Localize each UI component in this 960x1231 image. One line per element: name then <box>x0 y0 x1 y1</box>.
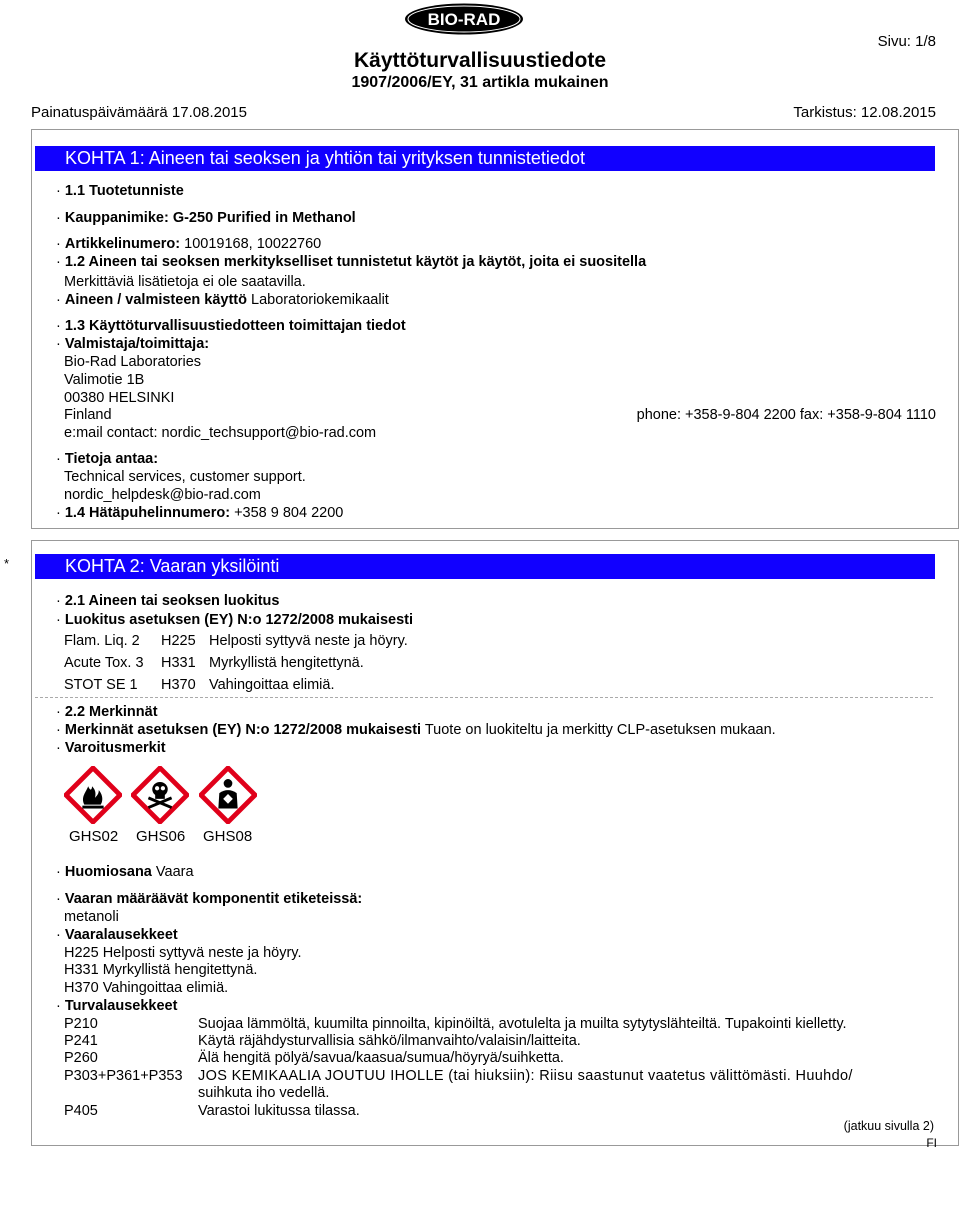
components-label: · Vaaran määräävät komponentit etiketeissä: <box>56 891 363 907</box>
s12-heading: · 1.2 Aineen tai seoksen merkitykselliset tunnistetut käytöt ja käytöt, joita ei suositella <box>56 254 647 270</box>
section-1-heading: KOHTA 1: Aineen tai seoksen ja yhtiön tai yrityksen tunnistetiedot <box>35 146 935 171</box>
pictogram-label: GHS02 <box>69 828 119 845</box>
supplier-line: 00380 HELSINKI <box>64 390 175 406</box>
health-hazard-pictogram-icon <box>199 766 257 824</box>
product-use: · Aineen / valmisteen käyttö Laboratoriokemikaalit <box>56 292 389 308</box>
precautionary-label: · Turvalausekkeet <box>56 998 178 1014</box>
precaution-row: P260 Älä hengitä pölyä/savua/kaasua/sumua/höyryä/suihketta. <box>64 1050 564 1066</box>
language-code: FI <box>926 1136 937 1150</box>
precaution-row: P405 Varastoi lukitussa tilassa. <box>64 1103 360 1119</box>
continued-note: (jatkuu sivulla 2) <box>843 1119 934 1133</box>
s13-heading: · 1.3 Käyttöturvallisuustiedotteen toimittajan tiedot <box>56 318 406 334</box>
info-line: nordic_helpdesk@bio-rad.com <box>64 487 261 503</box>
s12-note: Merkittäviä lisätietoja ei ole saatavilla. <box>64 274 306 290</box>
s21-heading: · 2.1 Aineen tai seoksen luokitus <box>56 593 280 609</box>
document-title: Käyttöturvallisuustiedote <box>353 49 607 72</box>
pictograms-label: · Varoitusmerkit <box>56 740 166 756</box>
precaution-row: P210 Suojaa lämmöltä, kuumilta pinnoilta, kipinöiltä, avotulelta ja muilta sytytyslähteiltä. Tupakointi kielletty. <box>64 1016 847 1032</box>
phone-fax: phone: +358-9-804 2200 fax: +358-9-804 1110 <box>636 407 936 423</box>
classification-row: Acute Tox. 3 H331 Myrkyllistä hengitettynä. <box>64 655 364 671</box>
info-line: Technical services, customer support. <box>64 469 306 485</box>
signal-word: · Huomiosana Vaara <box>56 864 194 880</box>
print-date: Painatuspäivämäärä 17.08.2015 <box>31 104 247 121</box>
hazard-statement: H225 Helposti syttyvä neste ja höyry. <box>64 945 302 961</box>
precaution-row: P241 Käytä räjähdysturvallisia sähkö/ilmanvaihto/valaisin/laitteita. <box>64 1033 581 1049</box>
hazard-statement: H370 Vahingoittaa elimiä. <box>64 980 229 996</box>
svg-text:BIO-RAD: BIO-RAD <box>427 10 501 29</box>
classification-row: STOT SE 1 H370 Vahingoittaa elimiä. <box>64 677 335 693</box>
hazard-statements-label: · Vaaralausekkeet <box>56 927 178 943</box>
divider <box>35 697 933 698</box>
revision-date: Tarkistus: 12.08.2015 <box>793 104 936 121</box>
pictogram-label: GHS06 <box>136 828 186 845</box>
article-number: · Artikkelinumero: 10019168, 10022760 <box>56 236 322 252</box>
labelling-regulation: · Merkinnät asetuksen (EY) N:o 1272/2008 mukaisesti Tuote on luokiteltu ja merkitty CLP-asetuksen mukaan. <box>56 722 776 738</box>
info-label: · Tietoja antaa: <box>56 451 159 467</box>
pictogram-label: GHS08 <box>203 828 253 845</box>
supplier-line: Bio-Rad Laboratories <box>64 354 202 370</box>
section-2-heading: KOHTA 2: Vaaran yksilöinti <box>35 554 935 579</box>
trade-name: · Kauppanimike: G-250 Purified in Methanol <box>56 210 356 226</box>
classification-label: · Luokitus asetuksen (EY) N:o 1272/2008 mukaisesti <box>56 612 414 628</box>
skull-crossbones-pictogram-icon <box>131 766 189 824</box>
s22-heading: · 2.2 Merkinnät <box>56 704 158 720</box>
email-contact: e:mail contact: nordic_techsupport@bio-rad.com <box>64 425 377 441</box>
supplier-label: · Valmistaja/toimittaja: <box>56 336 210 352</box>
emergency-phone: · 1.4 Hätäpuhelinnumero: +358 9 804 2200 <box>56 505 344 521</box>
precaution-row: suihkuta iho vedellä. <box>198 1085 330 1101</box>
bio-rad-logo <box>404 3 524 35</box>
revision-star: * <box>4 556 10 571</box>
classification-row: Flam. Liq. 2 H225 Helposti syttyvä neste ja höyry. <box>64 633 408 649</box>
supplier-line: Valimotie 1B <box>64 372 145 388</box>
document-subtitle: 1907/2006/EY, 31 artikla mukainen <box>351 74 609 91</box>
components: metanoli <box>64 909 119 925</box>
page-number: Sivu: 1/8 <box>877 33 936 50</box>
supplier-line: Finland <box>64 407 112 423</box>
s11-heading: · 1.1 Tuotetunniste <box>56 183 184 199</box>
flame-pictogram-icon <box>64 766 122 824</box>
hazard-statement: H331 Myrkyllistä hengitettynä. <box>64 962 258 978</box>
precaution-row: P303+P361+P353 JOS KEMIKAALIA JOUTUU IHOLLE (tai hiuksiin): Riisu saastunut vaatetus välittömästi. Huuhdo/ <box>64 1068 853 1084</box>
